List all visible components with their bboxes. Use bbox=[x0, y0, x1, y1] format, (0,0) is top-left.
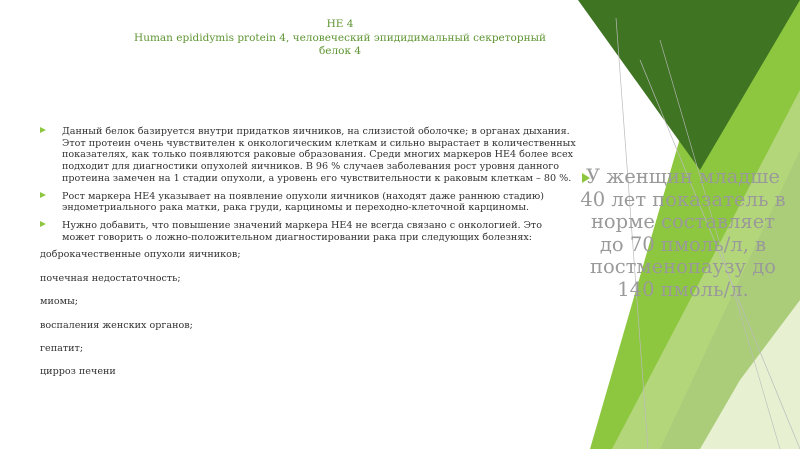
bullet-arrow-icon bbox=[40, 127, 46, 133]
condition-item: гепатит; bbox=[40, 342, 84, 354]
condition-item: доброкачественные опухоли яичников; bbox=[40, 249, 241, 261]
content-area bbox=[38, 126, 578, 390]
title-line-3: белок 4 bbox=[318, 45, 362, 57]
bullet-item bbox=[38, 220, 578, 243]
bullet-item bbox=[38, 191, 578, 214]
condition-item: почечная недостаточность; bbox=[40, 272, 181, 284]
right-callout-text: У женщин младше 40 лет показатель в норме составляет до 70 пмоль/л, в постменопаузу до 140 пмоль/л. bbox=[580, 165, 786, 301]
bullet-text: Нужно добавить, что повышение значений маркера НЕ4 не всегда связано с онкологией. Это может говорить о ложно-положительном диагностировании рака при следующих болезнях: bbox=[62, 219, 543, 243]
condition-item: воспаления женских органов; bbox=[40, 319, 193, 331]
condition-item: цирроз печени bbox=[40, 366, 116, 378]
bullet-text: Рост маркера НЕ4 указывает на появление опухоли яичников (находят даже раннюю стадию) эндометриального рака матки, рака груди, карциномы и переходно-клеточной карциномы. bbox=[62, 190, 544, 214]
bullet-arrow-icon bbox=[40, 192, 46, 198]
bullet-arrow-icon bbox=[40, 221, 46, 227]
title-line-1: НЕ 4 bbox=[326, 18, 354, 30]
title-line-2: Human epididymis protein 4, человеческий эпидидимальный секреторный bbox=[134, 31, 546, 44]
condition-item: миомы; bbox=[40, 296, 78, 308]
slide-title bbox=[40, 18, 640, 59]
bullet-item bbox=[38, 126, 578, 185]
bullet-text: Данный белок базируется внутри придатков яичников, на слизистой оболочке; в органах дыхания. Этот протеин очень чувствителен к онкологическим клеткам и сильно вырастает в количественных показателях, как только появляются раковые образования. Среди многих маркеров НЕ4 более всех подходит для диагностики опухолей яичников. В 96 % случаев заболевания рост уровня данного протеина замечен на 1 стадии опухоли, а уровень его чувствительности к раковым клеткам – 80 %. bbox=[62, 126, 576, 184]
